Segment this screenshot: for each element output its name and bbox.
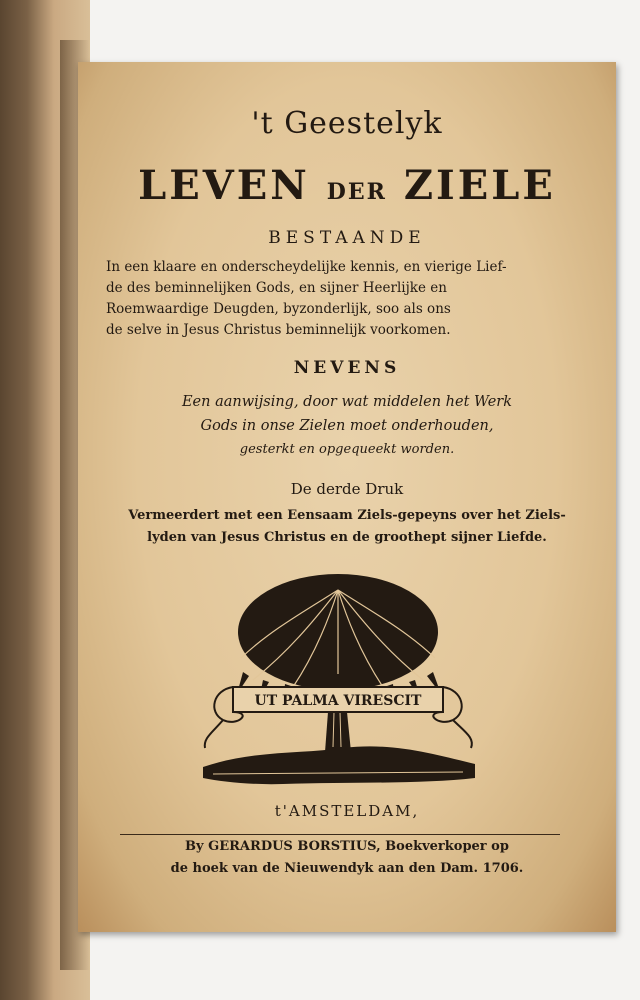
title-line-1: 't Geestelyk bbox=[251, 106, 443, 141]
italic-line: Gods in onse Zielen moet onderhouden, bbox=[200, 418, 494, 434]
nevens-heading: NEVENS bbox=[293, 358, 401, 378]
description-line: de selve in Jesus Christus beminnelijk voorkomen. bbox=[106, 322, 451, 338]
place-line: t'AMSTELDAM, bbox=[274, 802, 420, 820]
main-title bbox=[78, 162, 616, 209]
description bbox=[106, 257, 588, 341]
italic-line: gesterkt en opgequeekt worden. bbox=[239, 442, 455, 457]
description-line: Roemwaardige Deugden, byzonderlijk, soo als ons bbox=[106, 301, 451, 317]
edition-line: De derde Druk bbox=[290, 480, 404, 498]
main-title-ziele: ZIELE bbox=[403, 162, 556, 209]
main-title-der: DER bbox=[326, 179, 387, 205]
gothic-line: lyden van Jesus Christus en de groothept sijner Liefde. bbox=[147, 530, 547, 545]
description-line: de des beminnelijken Gods, en sijner Heerlijke en bbox=[106, 280, 447, 296]
palm-tree-emblem bbox=[193, 562, 483, 802]
description-line: In een klaare en onderscheydelijke kennis, en vierige Lief- bbox=[106, 259, 507, 275]
bestaande-heading: BESTAANDE bbox=[268, 228, 426, 248]
title-page bbox=[78, 62, 616, 932]
imprint-line: de hoek van de Nieuwendyk aan den Dam. 1706. bbox=[170, 861, 524, 876]
gothic-line: Vermeerdert met een Eensaam Ziels-gepeyns over het Ziels- bbox=[128, 508, 566, 523]
imprint-rule bbox=[120, 834, 560, 835]
imprint-line: By GERARDUS BORSTIUS, Boekverkoper op bbox=[185, 839, 509, 854]
italic-line: Een aanwijsing, door wat middelen het Werk bbox=[181, 394, 513, 410]
main-title-leven: LEVEN bbox=[138, 162, 310, 209]
motto-text: UT PALMA VIRESCIT bbox=[254, 693, 422, 709]
